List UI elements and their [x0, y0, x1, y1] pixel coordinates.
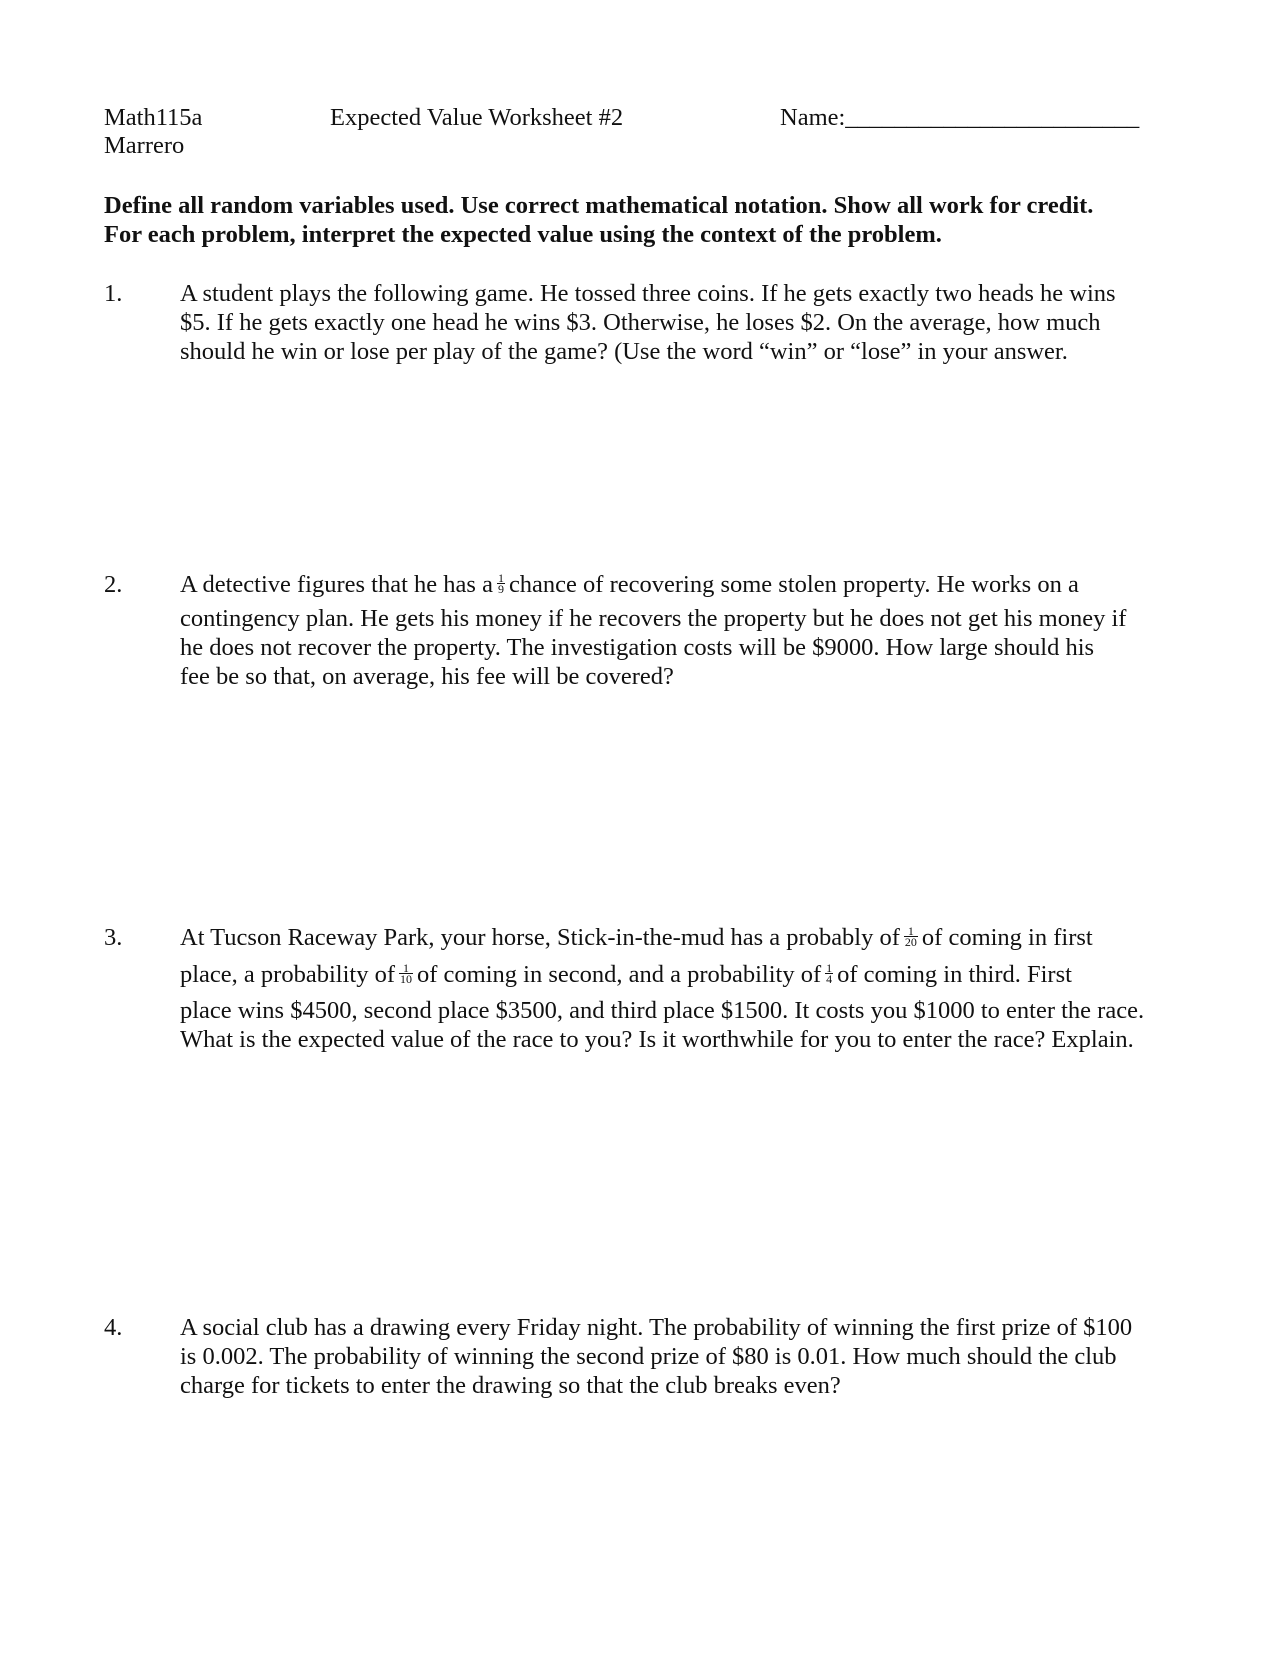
problem-text-line: should he win or lose per play of the game? (Use the word “win” or “lose” in your answer. [180, 338, 1068, 365]
problem-number: 4. [104, 1314, 123, 1341]
instructor-name: Marrero [104, 132, 185, 159]
worksheet-title: Expected Value Worksheet #2 [330, 104, 624, 131]
text-segment: chance of recovering some stolen property. He works on a [508, 571, 1079, 598]
problem-text-line [180, 570, 1079, 599]
problem-text-line: A student plays the following game. He tossed three coins. If he gets exactly two heads he wins [180, 280, 1116, 307]
problem-text-line: fee be so that, on average, his fee will be covered? [180, 663, 674, 690]
text-segment: of coming in first [921, 924, 1093, 951]
problem-number: 2. [104, 571, 123, 598]
text-segment: of coming in third. First [837, 961, 1072, 988]
fraction-numerator: 1 [826, 960, 833, 975]
fraction-numerator: 1 [497, 570, 504, 585]
fraction-denominator: 20 [904, 934, 917, 949]
text-segment: of coming in second, and a probability of [416, 961, 822, 988]
problem-text-line [180, 960, 1072, 989]
fraction-denominator: 4 [826, 971, 833, 986]
problem-text-line: he does not recover the property. The investigation costs will be $9000. How large should his [180, 634, 1095, 661]
text-segment: At Tucson Raceway Park, your horse, Stick-in-the-mud has a probably of [180, 924, 900, 951]
problem-number: 3. [104, 924, 123, 951]
fraction-denominator: 10 [399, 971, 412, 986]
fraction-numerator: 1 [402, 960, 409, 975]
instructions-line-1: Define all random variables used. Use correct mathematical notation. Show all work for credit. [104, 192, 1094, 219]
problem-text-line: $5. If he gets exactly one head he wins $3. Otherwise, he loses $2. On the average, how much [180, 309, 1101, 336]
problem-text-line [180, 923, 1093, 952]
fraction-numerator: 1 [907, 923, 914, 938]
problem-text-line: A social club has a drawing every Friday night. The probability of winning the first prize of $100 [180, 1314, 1133, 1341]
text-segment: A detective figures that he has a [180, 571, 493, 598]
problem-text-line: charge for tickets to enter the drawing so that the club breaks even? [180, 1372, 841, 1399]
instructions-line-2: For each problem, interpret the expected value using the context of the problem. [104, 221, 942, 248]
problem-text-line: is 0.002. The probability of winning the second prize of $80 is 0.01. How much should the club [180, 1343, 1117, 1370]
problem-text-line: place wins $4500, second place $3500, and third place $1500. It costs you $1000 to enter the race. [180, 997, 1145, 1024]
course-code: Math115a [104, 104, 203, 131]
name-field[interactable]: Name:________________________ [780, 104, 1140, 131]
fraction [497, 570, 505, 596]
problem-number: 1. [104, 280, 123, 307]
fraction [399, 960, 413, 986]
fraction [825, 960, 833, 986]
fraction-denominator: 9 [497, 581, 504, 596]
problem-text-line: What is the expected value of the race to you? Is it worthwhile for you to enter the race? Explain. [180, 1026, 1134, 1053]
fraction [904, 923, 918, 949]
text-segment: place, a probability of [180, 961, 395, 988]
problem-text-line: contingency plan. He gets his money if he recovers the property but he does not get his money if [180, 605, 1127, 632]
